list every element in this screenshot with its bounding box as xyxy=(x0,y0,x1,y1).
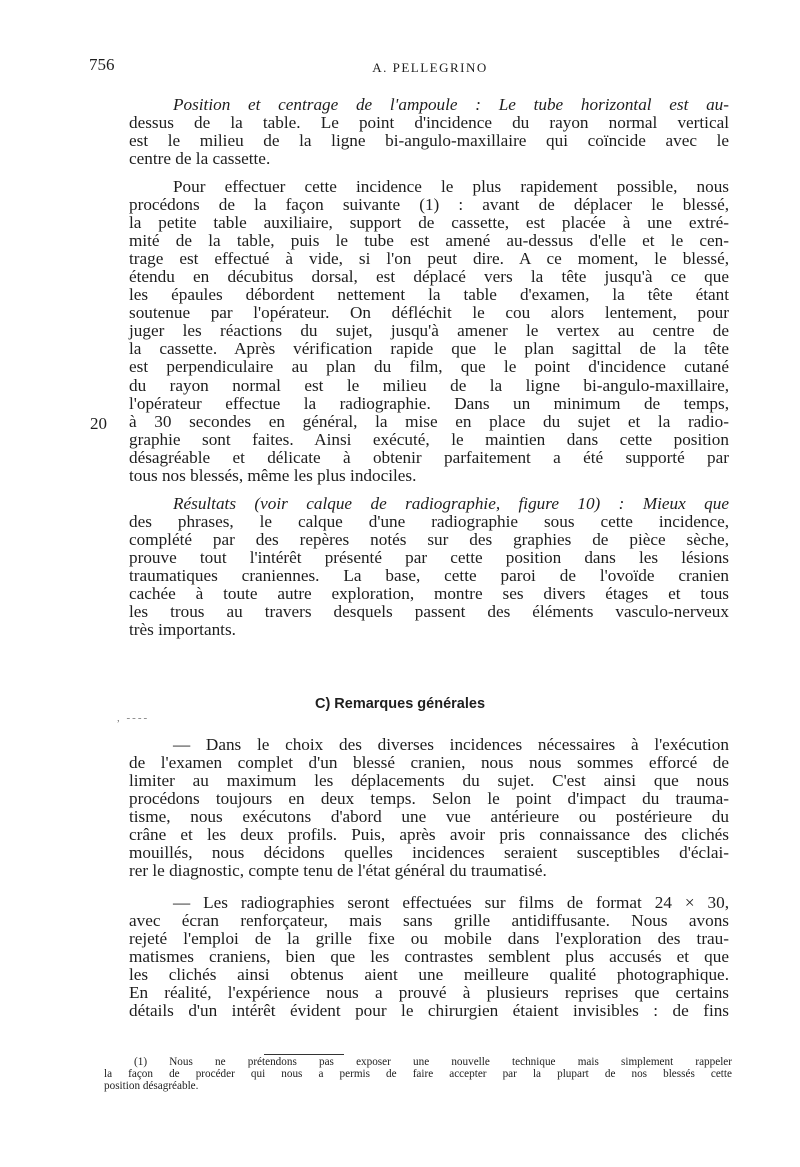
text-line: très importants. xyxy=(129,620,236,640)
text-line: la petite table auxiliaire, support de cassette, est placée à une extré- xyxy=(129,213,729,233)
text-line: étendu en décubitus dorsal, est déplacé vers la tête jusqu'à ce que xyxy=(129,267,729,287)
text-line: tous nos blessés, même les plus indociles. xyxy=(129,465,417,485)
text-line: Pour effectuer cette incidence le plus rapidement possible, nous xyxy=(173,177,729,196)
text-line: tisme, nous exécutons d'abord une vue antérieure ou postérieure du xyxy=(129,807,729,827)
text-line: des phrases, le calque d'une radiographie sous cette incidence, xyxy=(129,512,729,532)
running-head: A. PELLEGRINO xyxy=(372,60,488,75)
text-line: du rayon normal est le milieu de la ligne bi-angulo-maxillaire, xyxy=(129,375,729,395)
text-line: Position et centrage de l'ampoule : Le tube horizontal est au- xyxy=(173,95,729,114)
text-line: procédons de la façon suivante (1) : avant de déplacer le blessé, xyxy=(129,195,729,215)
text-line: — Les radiographies seront effectuées sur films de format 24 × 30, xyxy=(173,893,729,912)
footnote-line: position désagréable. xyxy=(104,1080,199,1093)
text-line: dessus de la table. Le point d'incidence du rayon normal vertical xyxy=(129,113,729,133)
text-line: crâne et les deux profils. Puis, après avoir pris connaissance des clichés xyxy=(129,825,729,845)
footnote xyxy=(104,1056,732,1093)
text-line: désagréable et délicate à obtenir parfaitement a été supporté par xyxy=(129,447,729,467)
text-line: l'opérateur effectue la radiographie. Dans un minimum de temps, xyxy=(129,393,729,413)
text-line: mouillés, nous décidons quelles incidences seraient susceptibles d'éclai- xyxy=(129,843,729,863)
text-line: mité de la table, puis le tube est amené au-dessus d'elle et le cen- xyxy=(129,231,729,251)
text-line: avec écran renforçateur, mais sans grille antidiffusante. Nous avons xyxy=(129,911,729,931)
paragraph-resultats xyxy=(129,495,729,639)
paragraph-radiographies xyxy=(129,894,729,1020)
text-line: limiter au maximum les déplacements du sujet. C'est ainsi que nous xyxy=(129,771,729,791)
text-line: juger les réactions du sujet, jusqu'à amener le vertex au centre de xyxy=(129,321,729,341)
text-line: — Dans le choix des diverses incidences nécessaires à l'exécution xyxy=(173,735,729,754)
paragraph-position-centrage xyxy=(129,96,729,168)
footnote-line: la façon de procéder qui nous a permis de faire accepter par la plupart de nos blessés cette xyxy=(104,1068,732,1081)
text-line: de l'examen complet d'un blessé cranien, nous nous sommes efforcé de xyxy=(129,753,729,773)
text-line: procédons toujours en deux temps. Selon le point d'impact du trauma- xyxy=(129,789,729,809)
stray-mark: , ‐‐‐‐ xyxy=(117,712,150,724)
text-line: matismes craniens, bien que les contrastes semblent plus accusés et que xyxy=(129,947,729,967)
text-line: cachée à toute autre exploration, montre ses divers étages et tous xyxy=(129,584,729,604)
text-line: graphie sont faites. Ainsi exécuté, le maintien dans cette position xyxy=(129,429,729,449)
footnote-rule xyxy=(264,1054,344,1055)
text-line: En réalité, l'expérience nous a prouvé à plusieurs reprises que certains xyxy=(129,983,729,1003)
text-line: Résultats (voir calque de radiographie, figure 10) : Mieux que xyxy=(173,494,729,513)
text-line: prouve tout l'intérêt présenté par cette position dans les lésions xyxy=(129,548,729,568)
text-line: la cassette. Après vérification rapide que le plan sagittal de la tête xyxy=(129,339,729,359)
paragraph-choix-incidences xyxy=(129,736,729,880)
text-line: détails d'un intérêt évident pour le chirurgien étaient invisibles : de fins xyxy=(129,1001,729,1021)
text-line: trage est effectué à vide, si l'on peut dire. A ce moment, le blessé, xyxy=(129,249,729,269)
text-line: les épaules débordent nettement la table d'examen, la tête étant xyxy=(129,285,729,305)
page-number: 756 xyxy=(89,55,115,74)
margin-line-number: 20 xyxy=(90,414,107,433)
text-line: les clichés ainsi obtenus aient une meilleure qualité photographique. xyxy=(129,965,729,985)
text-line: complété par des repères notés sur des graphies de pièce sèche, xyxy=(129,530,729,550)
text-line: est perpendiculaire au plan du film, que le point d'incidence cutané xyxy=(129,357,729,377)
text-line: traumatiques craniennes. La base, cette paroi de l'ovoïde cranien xyxy=(129,566,729,586)
text-line: rer le diagnostic, compte tenu de l'état général du traumatisé. xyxy=(129,861,547,881)
footnote-line: (1) Nous ne prétendons pas exposer une nouvelle technique mais simplement rappeler xyxy=(134,1056,732,1068)
text-line: centre de la cassette. xyxy=(129,149,271,169)
text-line: rejeté l'emploi de la grille fixe ou mobile dans l'exploration des trau- xyxy=(129,929,729,949)
section-heading: C) Remarques générales xyxy=(314,696,486,712)
text-line: à 30 secondes en général, la mise en place du sujet et la radio- xyxy=(129,411,729,431)
text-line: les trous au travers desquels passent des éléments vasculo-nerveux xyxy=(129,602,729,622)
paragraph-procedure xyxy=(129,178,729,485)
text-line: soutenue par l'opérateur. On défléchit le cou alors lentement, pour xyxy=(129,303,729,323)
text-line: est le milieu de la ligne bi-angulo-maxillaire qui coïncide avec le xyxy=(129,131,729,151)
